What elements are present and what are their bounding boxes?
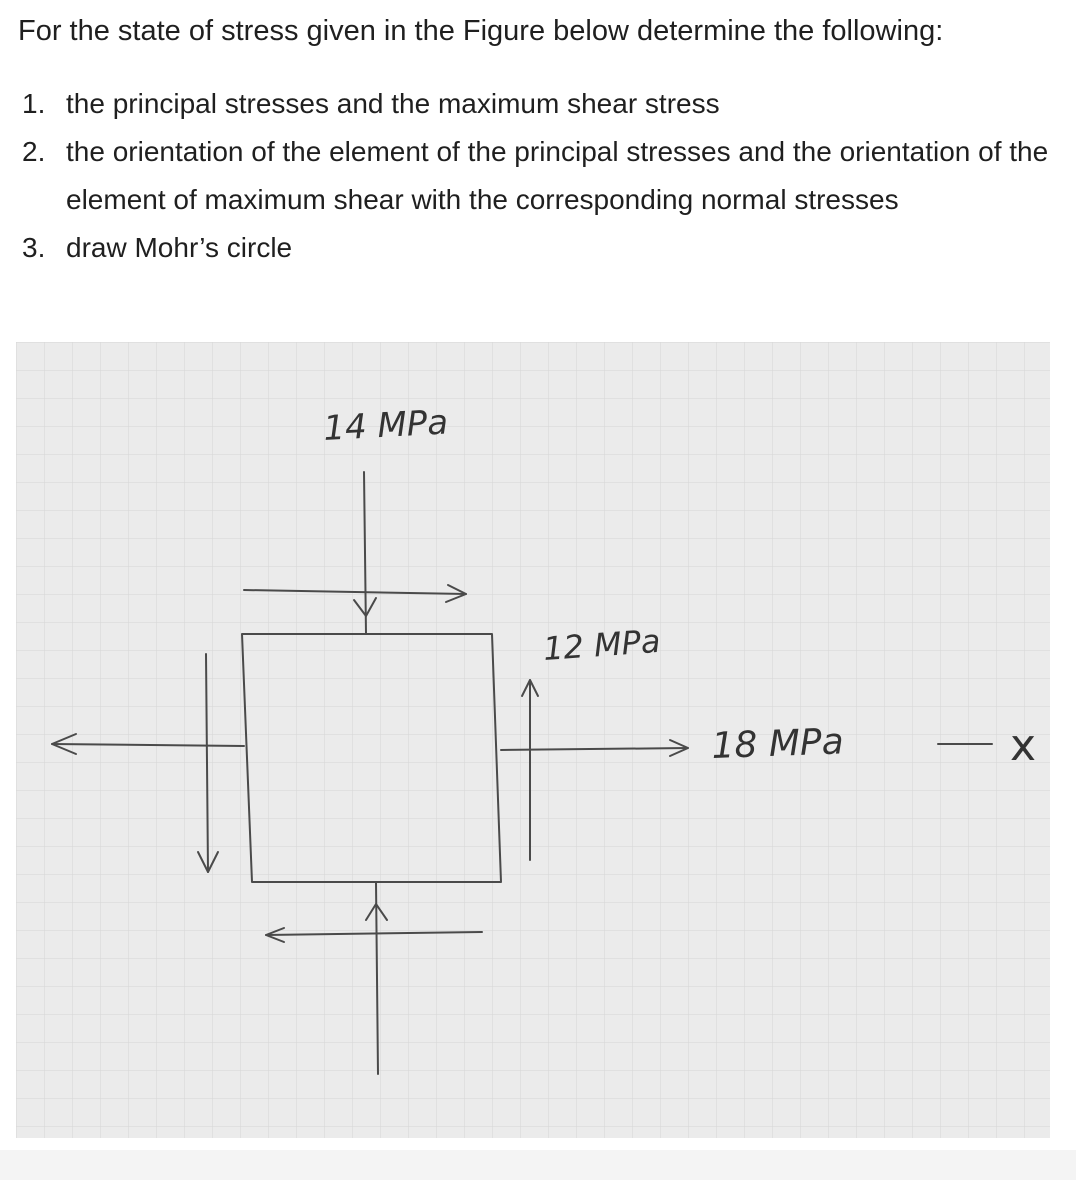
shear-stress-label: 12 MPa xyxy=(541,621,662,668)
task-item-1 xyxy=(22,80,1052,128)
vertical-stress-label: 14 MPa xyxy=(322,402,450,449)
task-list xyxy=(22,80,1052,272)
graph-paper-grid xyxy=(16,342,1050,1138)
task-item-2 xyxy=(22,128,1052,224)
problem-intro: For the state of stress given in the Figure below determine the following: xyxy=(18,15,944,47)
task-item-3 xyxy=(22,224,1052,272)
task-text: the principal stresses and the maximum shear stress xyxy=(66,88,720,119)
horizontal-stress-label: 18 MPa xyxy=(710,721,845,767)
task-number: 2. xyxy=(22,136,46,167)
stress-element-figure xyxy=(16,342,1050,1138)
page-footer-strip xyxy=(0,1150,1076,1180)
task-text: draw Mohr’s circle xyxy=(66,232,293,263)
task-text: the orientation of the element of the principal stresses and the orientation of the element of maximum shear with the corresponding normal stresses xyxy=(66,136,1049,215)
x-axis-label: x xyxy=(1010,720,1037,771)
task-number: 1. xyxy=(22,88,46,119)
task-number: 3. xyxy=(22,232,46,263)
stress-element-sketch xyxy=(16,342,1050,1138)
